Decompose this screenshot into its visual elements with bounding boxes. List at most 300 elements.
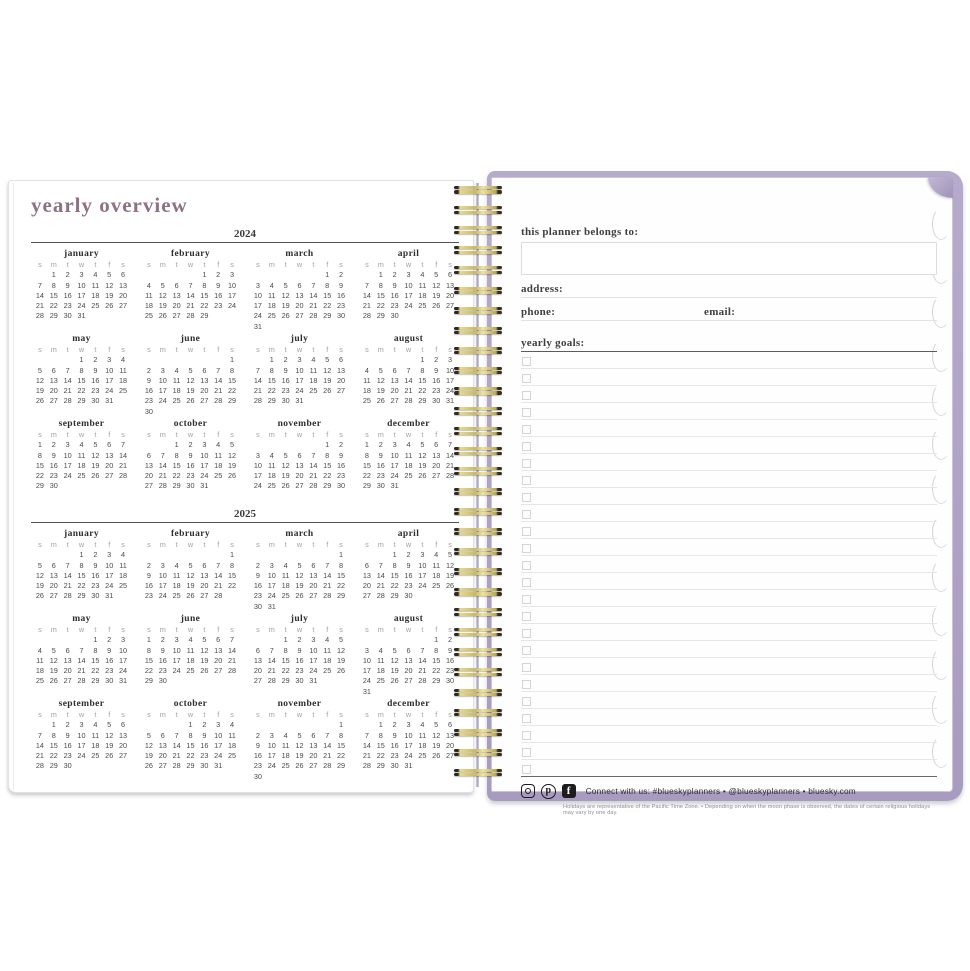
day-letter: m [159,540,166,549]
day-cell: 16 [63,290,72,300]
month-name: may [72,334,91,344]
day-cell: 14 [376,570,385,580]
day-cell [429,687,443,697]
goal-row [521,607,937,624]
day-cell: 23 [253,761,262,771]
day-cell: 17 [214,740,223,750]
day-cell: 24 [253,481,262,491]
day-cell: 3 [255,280,260,290]
day-cell: 25 [432,581,441,591]
coil-wire [454,492,502,495]
day-letter: w [187,540,194,549]
day-cell: 18 [77,460,86,470]
day-cell [47,355,61,365]
day-cell: 24 [267,591,276,601]
day-cell: 24 [158,591,167,601]
day-cell [197,355,211,365]
day-cell: 5 [107,270,112,280]
day-letter: s [365,345,369,354]
day-cell: 26 [35,396,44,406]
day-cell: 28 [362,761,371,771]
month-name: november [277,419,322,429]
day-letter: w [405,260,412,269]
day-cell: 14 [362,740,371,750]
day-cell: 9 [65,730,70,740]
day-cell [75,481,89,491]
day-letter: s [38,710,42,719]
day-cell [279,720,293,730]
day-cell: 20 [362,581,371,591]
coil-wire [454,271,502,274]
day-cell: 2 [378,440,383,450]
month-grid [251,260,348,332]
day-cell: 2 [283,355,288,365]
month-calendar-june [142,334,239,415]
day-cell: 19 [323,375,332,385]
day-cell [415,311,429,321]
day-cell: 5 [297,730,302,740]
day-letter: f [435,625,438,634]
day-cell [251,720,265,730]
day-cell: 25 [418,751,427,761]
day-cell [142,440,156,450]
day-cell: 30 [390,761,399,771]
coil-wire [454,653,502,656]
day-cell: 21 [404,386,413,396]
month-calendar-may [33,614,130,695]
day-letter: s [230,430,234,439]
goal-row [521,403,937,420]
day-cell: 1 [269,355,274,365]
day-cell: 16 [144,581,153,591]
day-cell: 30 [295,676,304,686]
day-cell: 16 [144,386,153,396]
day-cell: 15 [323,290,332,300]
goal-row [521,709,937,726]
month-grid [251,430,348,492]
day-cell: 8 [230,560,235,570]
goal-row [521,352,937,369]
day-cell: 8 [325,450,330,460]
day-cell: 28 [63,396,72,406]
day-cell [88,311,102,321]
day-cell: 19 [186,386,195,396]
month-grid [33,540,130,602]
day-cell: 28 [362,311,371,321]
day-cell: 31 [404,761,413,771]
day-cell: 28 [309,481,318,491]
day-cell [265,720,279,730]
day-cell: 27 [337,386,346,396]
goal-checkbox [522,391,531,400]
day-cell: 25 [418,301,427,311]
day-cell: 23 [281,386,290,396]
day-letter: f [217,260,220,269]
binding-coil [454,548,502,557]
coil-wire [454,367,502,370]
day-cell: 30 [186,481,195,491]
day-cell [184,270,198,280]
day-cell: 30 [390,311,399,321]
day-cell: 7 [406,365,411,375]
coil-wire [454,447,502,450]
day-cell: 16 [200,740,209,750]
day-cell [429,591,443,601]
day-cell: 5 [283,450,288,460]
day-letter: s [448,345,452,354]
goal-row [521,471,937,488]
day-cell: 9 [107,645,112,655]
day-cell: 17 [295,375,304,385]
day-cell: 31 [267,601,276,611]
day-cell [88,481,102,491]
day-cell [402,311,416,321]
day-cell: 21 [158,471,167,481]
day-cell: 20 [119,290,128,300]
coil-wire [454,668,502,671]
coil-wire [454,387,502,390]
day-cell: 12 [91,450,100,460]
coil-wire [454,311,502,314]
goal-checkbox [522,357,531,366]
day-cell [211,407,225,417]
day-cell: 8 [79,560,84,570]
day-cell: 27 [158,761,167,771]
day-letter: t [66,540,69,549]
day-letter: s [121,625,125,634]
day-cell: 10 [418,560,427,570]
day-cell: 30 [446,676,455,686]
goal-row [521,437,937,454]
day-cell: 5 [325,355,330,365]
day-cell: 27 [404,676,413,686]
goal-checkbox [522,748,531,757]
day-cell: 13 [214,645,223,655]
goal-checkbox [522,459,531,468]
day-cell: 29 [91,676,100,686]
day-cell: 26 [105,751,114,761]
day-cell [306,396,320,406]
day-letter: f [435,430,438,439]
day-cell: 23 [200,751,209,761]
day-cell: 13 [200,570,209,580]
goal-row [521,539,937,556]
month-name: september [58,699,105,709]
day-cell: 7 [65,365,70,375]
coil-wire [454,246,502,249]
goal-checkbox [522,442,531,451]
day-letter: t [421,260,424,269]
binding-coil [454,508,502,517]
day-cell: 15 [362,460,371,470]
day-cell: 19 [35,386,44,396]
coil-wire [454,753,502,756]
day-letter: t [203,540,206,549]
day-cell: 7 [216,365,221,375]
day-cell [402,635,416,645]
day-letter: w [78,710,85,719]
day-cell [306,322,320,332]
goal-checkbox [522,646,531,655]
day-cell: 12 [323,365,332,375]
day-letter: w [405,540,412,549]
day-cell: 29 [172,481,181,491]
day-cell: 30 [432,396,441,406]
day-cell: 1 [230,355,235,365]
day-cell: 20 [309,581,318,591]
day-cell: 25 [309,386,318,396]
day-letter: w [296,710,303,719]
day-cell [197,550,211,560]
day-letter: t [284,625,287,634]
day-cell: 27 [253,676,262,686]
day-cell: 29 [35,481,44,491]
day-letter: t [175,430,178,439]
day-cell: 20 [432,460,441,470]
day-cell: 14 [309,290,318,300]
day-cell: 23 [105,666,114,676]
day-cell: 12 [35,570,44,580]
binding-coil [454,729,502,738]
day-cell: 26 [228,471,237,481]
day-cell: 5 [420,440,425,450]
day-cell: 6 [202,365,207,375]
day-cell: 29 [337,591,346,601]
day-cell: 8 [434,645,439,655]
day-cell: 2 [160,635,165,645]
day-cell: 24 [295,386,304,396]
day-cell: 1 [283,635,288,645]
month-name: january [64,249,99,259]
goal-row [521,590,937,607]
holiday-fine-print: Holidays are representative of the Pacific Time Zone. • Depending on when the moon phase is observed, the dates of certain religious holidays may vary by one day. [563,803,931,816]
day-cell: 30 [49,481,58,491]
coil-wire [454,633,502,636]
day-cell: 5 [146,730,151,740]
day-cell: 1 [378,270,383,280]
day-cell: 31 [390,481,399,491]
day-cell: 4 [216,440,221,450]
day-cell: 2 [107,635,112,645]
day-cell: 1 [51,720,56,730]
day-letter: s [121,260,125,269]
day-cell: 18 [144,301,153,311]
day-cell [251,355,265,365]
day-cell: 31 [309,676,318,686]
day-letter: w [296,430,303,439]
day-cell: 10 [267,570,276,580]
day-letter: s [147,260,151,269]
day-cell: 5 [51,645,56,655]
day-cell: 26 [158,311,167,321]
day-cell: 16 [376,460,385,470]
day-cell: 1 [364,440,369,450]
day-cell: 20 [214,655,223,665]
day-cell [61,355,75,365]
day-cell: 14 [446,450,455,460]
month-name: november [277,699,322,709]
day-cell: 17 [228,290,237,300]
day-cell [156,407,170,417]
day-cell [279,270,293,280]
day-cell [279,440,293,450]
month-calendar-december [360,699,457,780]
goal-checkbox [522,680,531,689]
binding-coil [454,307,502,316]
month-name: august [393,334,424,344]
day-cell: 17 [309,655,318,665]
day-letter: w [78,345,85,354]
goal-checkbox [522,629,531,638]
day-cell: 3 [269,730,274,740]
day-cell: 30 [253,771,262,781]
day-cell: 24 [362,676,371,686]
day-cell: 3 [392,440,397,450]
day-cell [320,550,334,560]
day-cell: 13 [63,655,72,665]
day-cell [374,635,388,645]
yearly-goals-list [521,352,937,777]
day-cell: 21 [172,751,181,761]
month-name: march [285,529,314,539]
day-cell: 13 [362,570,371,580]
goal-checkbox [522,510,531,519]
day-cell: 21 [35,751,44,761]
day-cell: 20 [295,301,304,311]
day-cell [415,687,429,697]
day-cell: 21 [228,655,237,665]
day-cell: 20 [200,581,209,591]
day-cell: 21 [267,666,276,676]
day-cell: 28 [253,396,262,406]
day-cell: 4 [378,645,383,655]
day-cell: 23 [63,301,72,311]
day-cell: 15 [49,740,58,750]
day-letter: m [50,710,57,719]
day-cell: 30 [63,761,72,771]
day-cell: 9 [146,375,151,385]
day-letter: w [405,710,412,719]
day-cell: 13 [432,450,441,460]
day-cell: 14 [404,375,413,385]
day-cell: 1 [146,635,151,645]
day-letter: m [268,540,275,549]
coil-wire [454,211,502,214]
month-grid [142,430,239,492]
day-cell: 8 [230,365,235,375]
day-cell [75,635,89,645]
day-cell: 21 [63,386,72,396]
day-letter: s [38,625,42,634]
day-cell: 28 [323,591,332,601]
day-cell [116,761,130,771]
day-cell: 14 [35,740,44,750]
day-cell: 3 [364,645,369,655]
day-cell: 24 [105,581,114,591]
day-cell [211,550,225,560]
month-calendar-march [251,529,348,610]
day-letter: w [187,345,194,354]
day-cell: 10 [446,365,455,375]
day-cell [279,550,293,560]
day-letter: t [175,625,178,634]
day-letter: s [339,540,343,549]
coil-wire [454,709,502,712]
day-cell: 8 [79,365,84,375]
month-calendar-september [33,699,130,780]
goal-row [521,743,937,760]
month-grid [360,625,457,697]
day-letter: f [435,345,438,354]
day-cell: 13 [404,655,413,665]
binding-coil [454,246,502,255]
day-cell: 2 [65,720,70,730]
day-letter: t [312,345,315,354]
day-cell: 8 [269,365,274,375]
day-cell: 18 [119,375,128,385]
day-cell [265,270,279,280]
day-cell: 11 [267,460,276,470]
day-cell: 15 [281,655,290,665]
goal-checkbox [522,425,531,434]
day-letter: f [217,345,220,354]
day-cell: 15 [49,290,58,300]
goal-checkbox [522,527,531,536]
day-cell: 21 [63,581,72,591]
day-cell: 20 [253,666,262,676]
day-cell: 15 [35,460,44,470]
day-cell [293,602,307,612]
day-cell: 22 [49,301,58,311]
day-cell: 31 [253,321,262,331]
day-cell: 2 [188,440,193,450]
day-letter: t [284,430,287,439]
day-cell: 14 [228,645,237,655]
day-cell: 28 [446,471,455,481]
belongs-to-field [521,242,937,275]
day-letter: f [217,625,220,634]
facebook-icon: f [562,784,576,798]
coil-wire [454,773,502,776]
day-cell: 21 [119,460,128,470]
day-cell [211,311,225,321]
day-cell [170,676,184,686]
day-cell: 4 [434,550,439,560]
coil-wire [454,327,502,330]
day-letter: m [377,710,384,719]
month-calendar-april [360,249,457,330]
day-cell: 4 [283,730,288,740]
day-cell: 22 [418,386,427,396]
day-cell: 17 [77,290,86,300]
day-cell: 25 [228,751,237,761]
coil-wire [454,347,502,350]
day-cell: 4 [325,635,330,645]
day-cell: 19 [105,290,114,300]
coil-wire [454,528,502,531]
day-cell: 12 [418,450,427,460]
day-cell: 18 [323,655,332,665]
email-label: email: [704,306,736,318]
day-cell: 15 [376,740,385,750]
day-cell: 27 [172,311,181,321]
binding-coil [454,488,502,497]
year-label: 2025 [31,508,459,523]
coil-wire [454,432,502,435]
day-cell: 16 [337,460,346,470]
day-cell: 26 [337,666,346,676]
day-cell: 22 [337,751,346,761]
